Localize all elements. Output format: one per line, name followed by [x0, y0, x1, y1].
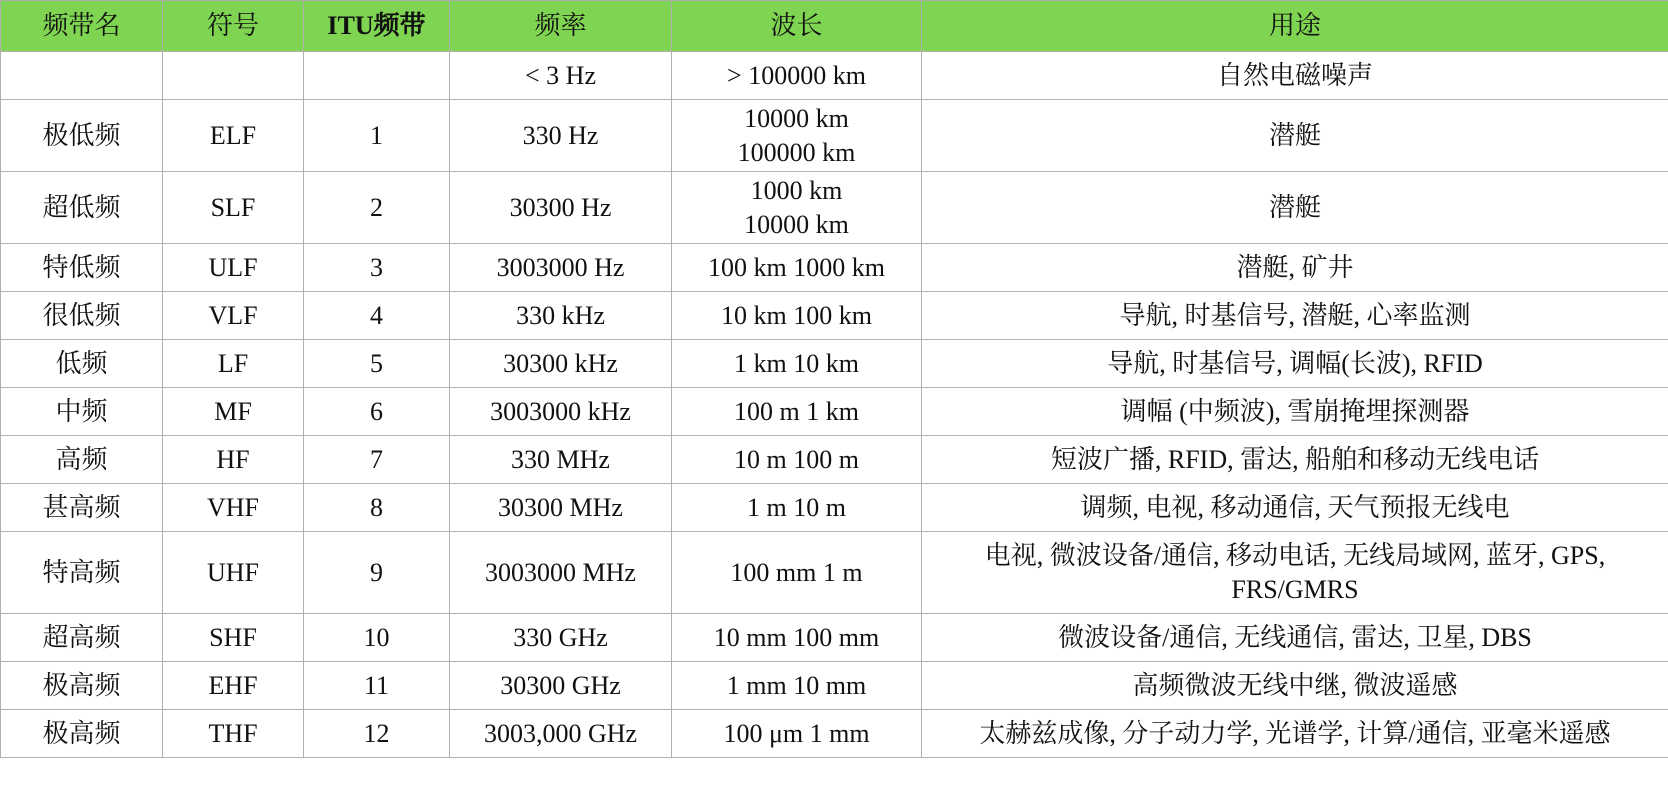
cell-symbol: SLF [163, 172, 304, 244]
cell-symbol: UHF [163, 532, 304, 614]
cell-frequency: 3003000 MHz [450, 532, 672, 614]
cell-symbol: VHF [163, 484, 304, 532]
cell-frequency: 330 MHz [450, 436, 672, 484]
cell-itu: 7 [304, 436, 450, 484]
cell-itu: 9 [304, 532, 450, 614]
header-symbol: 符号 [163, 1, 304, 52]
cell-itu: 4 [304, 292, 450, 340]
cell-wavelength: 100 km 1000 km [672, 244, 922, 292]
cell-name: 超高频 [1, 614, 163, 662]
cell-symbol: THF [163, 710, 304, 758]
cell-use: 短波广播, RFID, 雷达, 船舶和移动无线电话 [922, 436, 1668, 484]
cell-symbol: VLF [163, 292, 304, 340]
cell-itu [304, 52, 450, 100]
cell-frequency: < 3 Hz [450, 52, 672, 100]
header-use: 用途 [922, 1, 1668, 52]
cell-frequency: 30300 GHz [450, 662, 672, 710]
cell-name: 低频 [1, 340, 163, 388]
table-row [1, 100, 1668, 172]
cell-wavelength: 1000 km 10000 km [672, 172, 922, 244]
cell-name: 很低频 [1, 292, 163, 340]
cell-frequency: 3003,000 GHz [450, 710, 672, 758]
cell-name: 极高频 [1, 710, 163, 758]
cell-wavelength: 100 μm 1 mm [672, 710, 922, 758]
table-row [1, 172, 1668, 244]
table-row [1, 484, 1668, 532]
cell-use: 调频, 电视, 移动通信, 天气预报无线电 [922, 484, 1668, 532]
cell-name: 高频 [1, 436, 163, 484]
table-row [1, 436, 1668, 484]
cell-wavelength: 100 mm 1 m [672, 532, 922, 614]
cell-itu: 5 [304, 340, 450, 388]
cell-wavelength: 100 m 1 km [672, 388, 922, 436]
cell-symbol: ELF [163, 100, 304, 172]
cell-use: 太赫兹成像, 分子动力学, 光谱学, 计算/通信, 亚毫米遥感 [922, 710, 1668, 758]
cell-name: 超低频 [1, 172, 163, 244]
cell-frequency: 330 Hz [450, 100, 672, 172]
cell-frequency: 330 GHz [450, 614, 672, 662]
header-frequency: 频率 [450, 1, 672, 52]
cell-wavelength: 10 mm 100 mm [672, 614, 922, 662]
header-itu: ITU频带 [304, 1, 450, 52]
table-row [1, 532, 1668, 614]
header-row [1, 1, 1668, 52]
cell-frequency: 330 kHz [450, 292, 672, 340]
cell-symbol: HF [163, 436, 304, 484]
cell-name: 极高频 [1, 662, 163, 710]
cell-itu: 10 [304, 614, 450, 662]
cell-use: 潜艇 [922, 172, 1668, 244]
cell-wavelength: 10000 km 100000 km [672, 100, 922, 172]
cell-use: 调幅 (中频波), 雪崩掩埋探测器 [922, 388, 1668, 436]
cell-use: 潜艇, 矿井 [922, 244, 1668, 292]
cell-use: 微波设备/通信, 无线通信, 雷达, 卫星, DBS [922, 614, 1668, 662]
header-wavelength: 波长 [672, 1, 922, 52]
cell-use: 自然电磁噪声 [922, 52, 1668, 100]
cell-use: 潜艇 [922, 100, 1668, 172]
cell-frequency: 30300 MHz [450, 484, 672, 532]
cell-name: 极低频 [1, 100, 163, 172]
cell-wavelength: 10 m 100 m [672, 436, 922, 484]
cell-use: 导航, 时基信号, 潜艇, 心率监测 [922, 292, 1668, 340]
cell-symbol: LF [163, 340, 304, 388]
table-row [1, 340, 1668, 388]
cell-symbol [163, 52, 304, 100]
table-row [1, 710, 1668, 758]
cell-frequency: 3003000 Hz [450, 244, 672, 292]
cell-wavelength: 1 m 10 m [672, 484, 922, 532]
cell-itu: 11 [304, 662, 450, 710]
cell-frequency: 3003000 kHz [450, 388, 672, 436]
cell-name: 甚高频 [1, 484, 163, 532]
table-row [1, 614, 1668, 662]
cell-name [1, 52, 163, 100]
header-name: 频带名 [1, 1, 163, 52]
cell-wavelength: 10 km 100 km [672, 292, 922, 340]
cell-name: 特高频 [1, 532, 163, 614]
cell-symbol: MF [163, 388, 304, 436]
cell-wavelength: 1 mm 10 mm [672, 662, 922, 710]
cell-wavelength: > 100000 km [672, 52, 922, 100]
cell-itu: 6 [304, 388, 450, 436]
cell-itu: 1 [304, 100, 450, 172]
table-row [1, 292, 1668, 340]
cell-itu: 12 [304, 710, 450, 758]
cell-itu: 2 [304, 172, 450, 244]
table-row [1, 388, 1668, 436]
table-row [1, 52, 1668, 100]
cell-name: 特低频 [1, 244, 163, 292]
cell-symbol: ULF [163, 244, 304, 292]
cell-itu: 8 [304, 484, 450, 532]
cell-frequency: 30300 Hz [450, 172, 672, 244]
table-row [1, 244, 1668, 292]
cell-symbol: EHF [163, 662, 304, 710]
cell-frequency: 30300 kHz [450, 340, 672, 388]
cell-wavelength: 1 km 10 km [672, 340, 922, 388]
cell-name: 中频 [1, 388, 163, 436]
cell-use: 导航, 时基信号, 调幅(长波), RFID [922, 340, 1668, 388]
cell-symbol: SHF [163, 614, 304, 662]
cell-use: 电视, 微波设备/通信, 移动电话, 无线局域网, 蓝牙, GPS, FRS/GMRS [922, 532, 1668, 614]
cell-use: 高频微波无线中继, 微波遥感 [922, 662, 1668, 710]
cell-itu: 3 [304, 244, 450, 292]
table-row [1, 662, 1668, 710]
